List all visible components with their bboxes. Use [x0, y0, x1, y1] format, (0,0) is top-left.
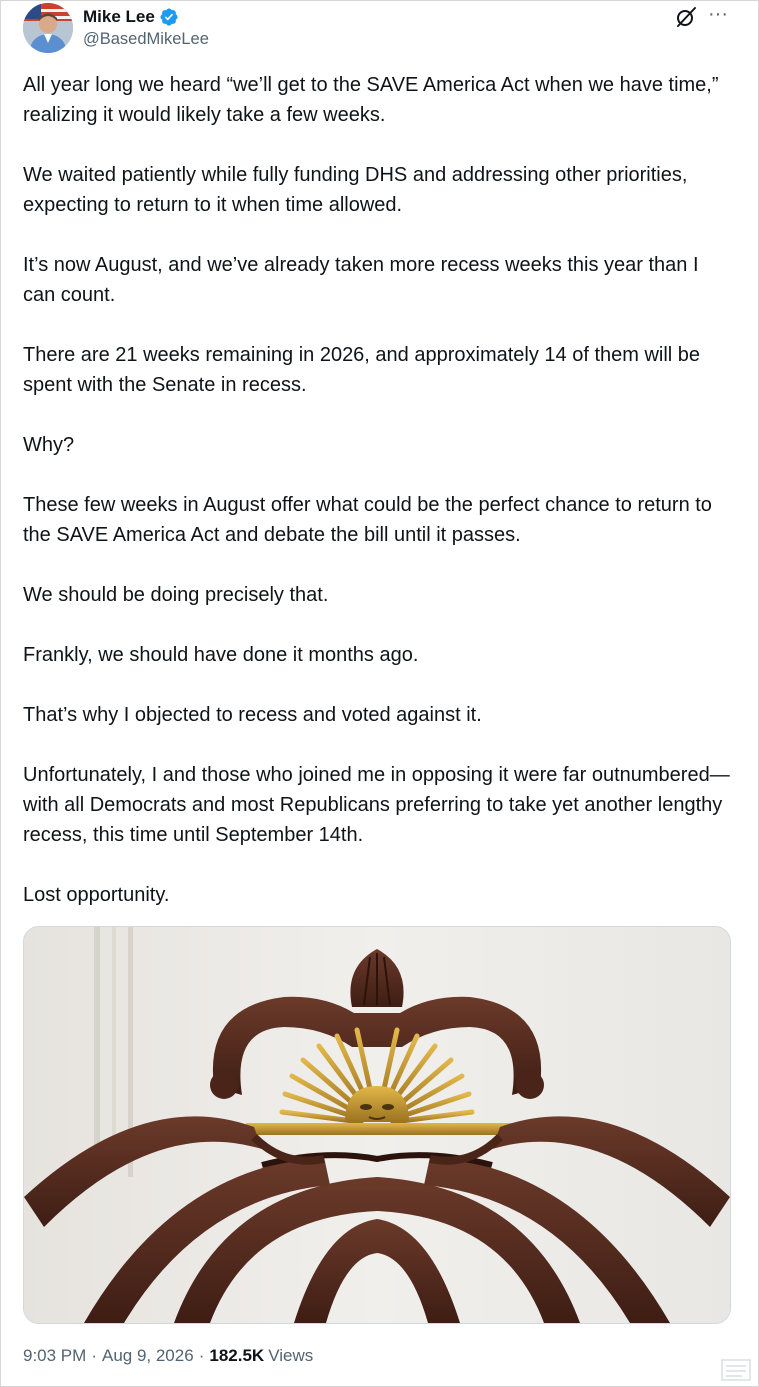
- author-display-name[interactable]: Mike Lee: [83, 7, 155, 26]
- tweet-media-image[interactable]: [23, 926, 731, 1324]
- tweet-paragraph: Why?: [23, 434, 75, 456]
- tweet-header: [23, 3, 738, 55]
- tweet-paragraph: Frankly, we should have done it months ago.: [23, 644, 419, 666]
- tweet-paragraph: These few weeks in August offer what could be the perfect chance to return to the SAVE America Act and debate the bill until it passes.: [23, 494, 712, 546]
- tweet-paragraph: Lost opportunity.: [23, 884, 170, 906]
- tweet-paragraph: That’s why I objected to recess and voted against it.: [23, 704, 482, 726]
- grok-icon[interactable]: [674, 5, 698, 29]
- tweet-paragraph: We waited patiently while fully funding DHS and addressing other priorities, expecting to return to it when time allowed.: [23, 164, 688, 216]
- tweet-date[interactable]: Aug 9, 2026: [101, 1346, 194, 1365]
- views-label: Views: [268, 1346, 314, 1365]
- more-options-icon[interactable]: ···: [708, 3, 728, 25]
- tweet-text: [23, 70, 735, 940]
- tweet-paragraph: It’s now August, and we’ve already taken more recess weeks this year than I can count.: [23, 254, 699, 306]
- author-handle[interactable]: @BasedMikeLee: [83, 30, 209, 48]
- author-avatar[interactable]: [23, 3, 73, 53]
- meta-separator: ·: [198, 1346, 205, 1365]
- tweet-time[interactable]: 9:03 PM: [23, 1346, 87, 1365]
- tweet-paragraph: There are 21 weeks remaining in 2026, and approximately 14 of them will be spent with the Senate in recess.: [23, 344, 701, 396]
- views-count: 182.5K: [209, 1346, 265, 1365]
- tweet-paragraph: Unfortunately, I and those who joined me in opposing it were far outnumbered—with all Democrats and most Republicans preferring to take yet another lengthy recess, this time until September 14th.: [23, 764, 730, 846]
- tweet-meta: [23, 1346, 313, 1366]
- verified-badge-icon: [159, 7, 179, 27]
- tweet-paragraph: We should be doing precisely that.: [23, 584, 329, 606]
- tweet-paragraph: All year long we heard “we’ll get to the SAVE America Act when we have time,” realizing it would likely take a few weeks.: [23, 74, 719, 126]
- watermark-logo: [622, 1358, 752, 1382]
- meta-separator: ·: [91, 1346, 97, 1365]
